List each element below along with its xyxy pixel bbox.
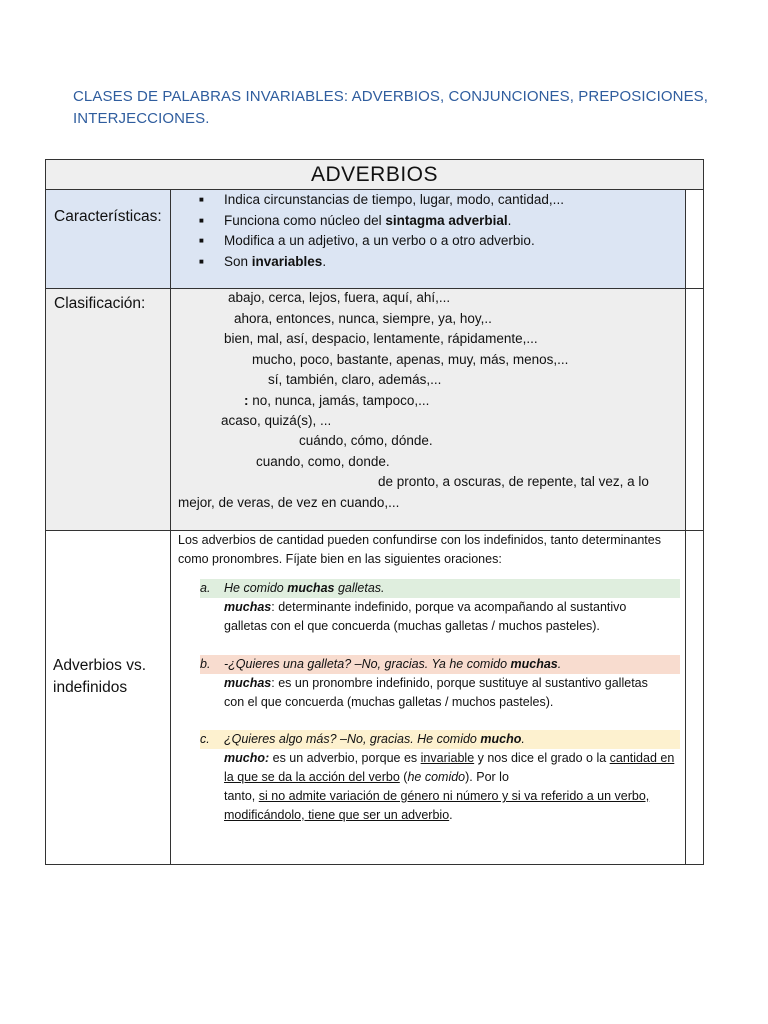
caracteristicas-label: Características: [54, 208, 162, 225]
right-margin-cell [685, 288, 704, 531]
clasificacion-line-cantidad: mucho, poco, bastante, apenas, muy, más, menos,... [252, 352, 569, 367]
indefinidos-intro: Los adverbios de cantidad pueden confundirse con los indefinidos, tanto determinantes como pronombres. Fíjate bien en las siguientes oraciones: [178, 533, 661, 566]
clasificacion-line-negacion: : no, nunca, jamás, tampoco,... [244, 393, 430, 408]
clasificacion-line-interrogativos: cuándo, cómo, dónde. [299, 433, 433, 448]
adverbios-table [45, 159, 704, 865]
indefinidos-content-cell [170, 530, 686, 865]
clasificacion-label-cell [45, 288, 171, 531]
clasificacion-line-tiempo: ahora, entonces, nunca, siempre, ya, hoy,.. [234, 311, 492, 326]
clasificacion-line-duda: acaso, quizá(s), ... [221, 413, 332, 428]
clasificacion-line-modo: bien, mal, así, despacio, lentamente, rápidamente,... [224, 331, 538, 346]
example-explanation: muchas: es un pronombre indefinido, porque sustituye al sustantivo galletas con el que concuerda (muchas galletas / muchos pasteles). [224, 676, 648, 709]
keyword-sintagma-adverbial: sintagma adverbial [385, 212, 508, 228]
example-sentence: c. ¿Quieres algo más? –No, gracias. He comido mucho. [200, 730, 680, 749]
example-sentence: a. He comido muchas galletas. [200, 579, 680, 598]
list-item: ■ Son invariables. [199, 252, 564, 273]
list-item: ■ Indica circunstancias de tiempo, lugar, modo, cantidad,... [199, 190, 564, 211]
keyword-invariables: invariables [251, 253, 323, 269]
right-margin-cell [685, 530, 704, 865]
example-a [200, 579, 680, 636]
caracteristicas-label-cell [45, 189, 171, 289]
example-explanation: muchas: determinante indefinido, porque va acompañando al sustantivo galletas con el que concuerda (muchas galletas / muchos pasteles). [224, 600, 627, 633]
list-item: ■ Funciona como núcleo del sintagma adverbial. [199, 211, 564, 232]
table-header [45, 159, 704, 190]
clasificacion-line-relativos: cuando, como, donde. [256, 454, 390, 469]
right-margin-cell [685, 189, 704, 289]
clasificacion-line-afirmacion: sí, también, claro, además,... [268, 372, 442, 387]
clasificacion-label: Clasificación: [54, 295, 146, 312]
example-b [200, 655, 680, 712]
clasificacion-line-locuciones-cont: mejor, de veras, de vez en cuando,... [178, 495, 400, 510]
caracteristicas-content-cell [170, 189, 686, 289]
example-c [200, 730, 680, 825]
clasificacion-line-locuciones: de pronto, a oscuras, de repente, tal vez, a lo [378, 474, 649, 489]
indefinidos-label: Adverbios vs. indefinidos [53, 657, 147, 696]
indefinidos-label-cell [45, 530, 171, 865]
clasificacion-line-lugar: abajo, cerca, lejos, fuera, aquí, ahí,... [228, 290, 451, 305]
list-item: ■ Modifica a un adjetivo, a un verbo o a otro adverbio. [199, 231, 564, 252]
clasificacion-content-cell [170, 288, 686, 531]
table-header-title: ADVERBIOS [310, 163, 439, 186]
document-title: CLASES DE PALABRAS INVARIABLES: ADVERBIOS, CONJUNCIONES, PREPOSICIONES, INTERJECCIONES. [73, 88, 709, 127]
example-sentence: b. -¿Quieres una galleta? –No, gracias. Ya he comido muchas. [200, 655, 680, 674]
example-explanation: mucho: es un adverbio, porque es invariable y nos dice el grado o la cantidad en la que se da la acción del verbo (he comido). Por lo tanto, si no admite variación de género ni número y si va referido a un verbo, modificándolo, tiene que ser un adverbio. [224, 751, 675, 822]
caracteristicas-list [199, 190, 564, 272]
